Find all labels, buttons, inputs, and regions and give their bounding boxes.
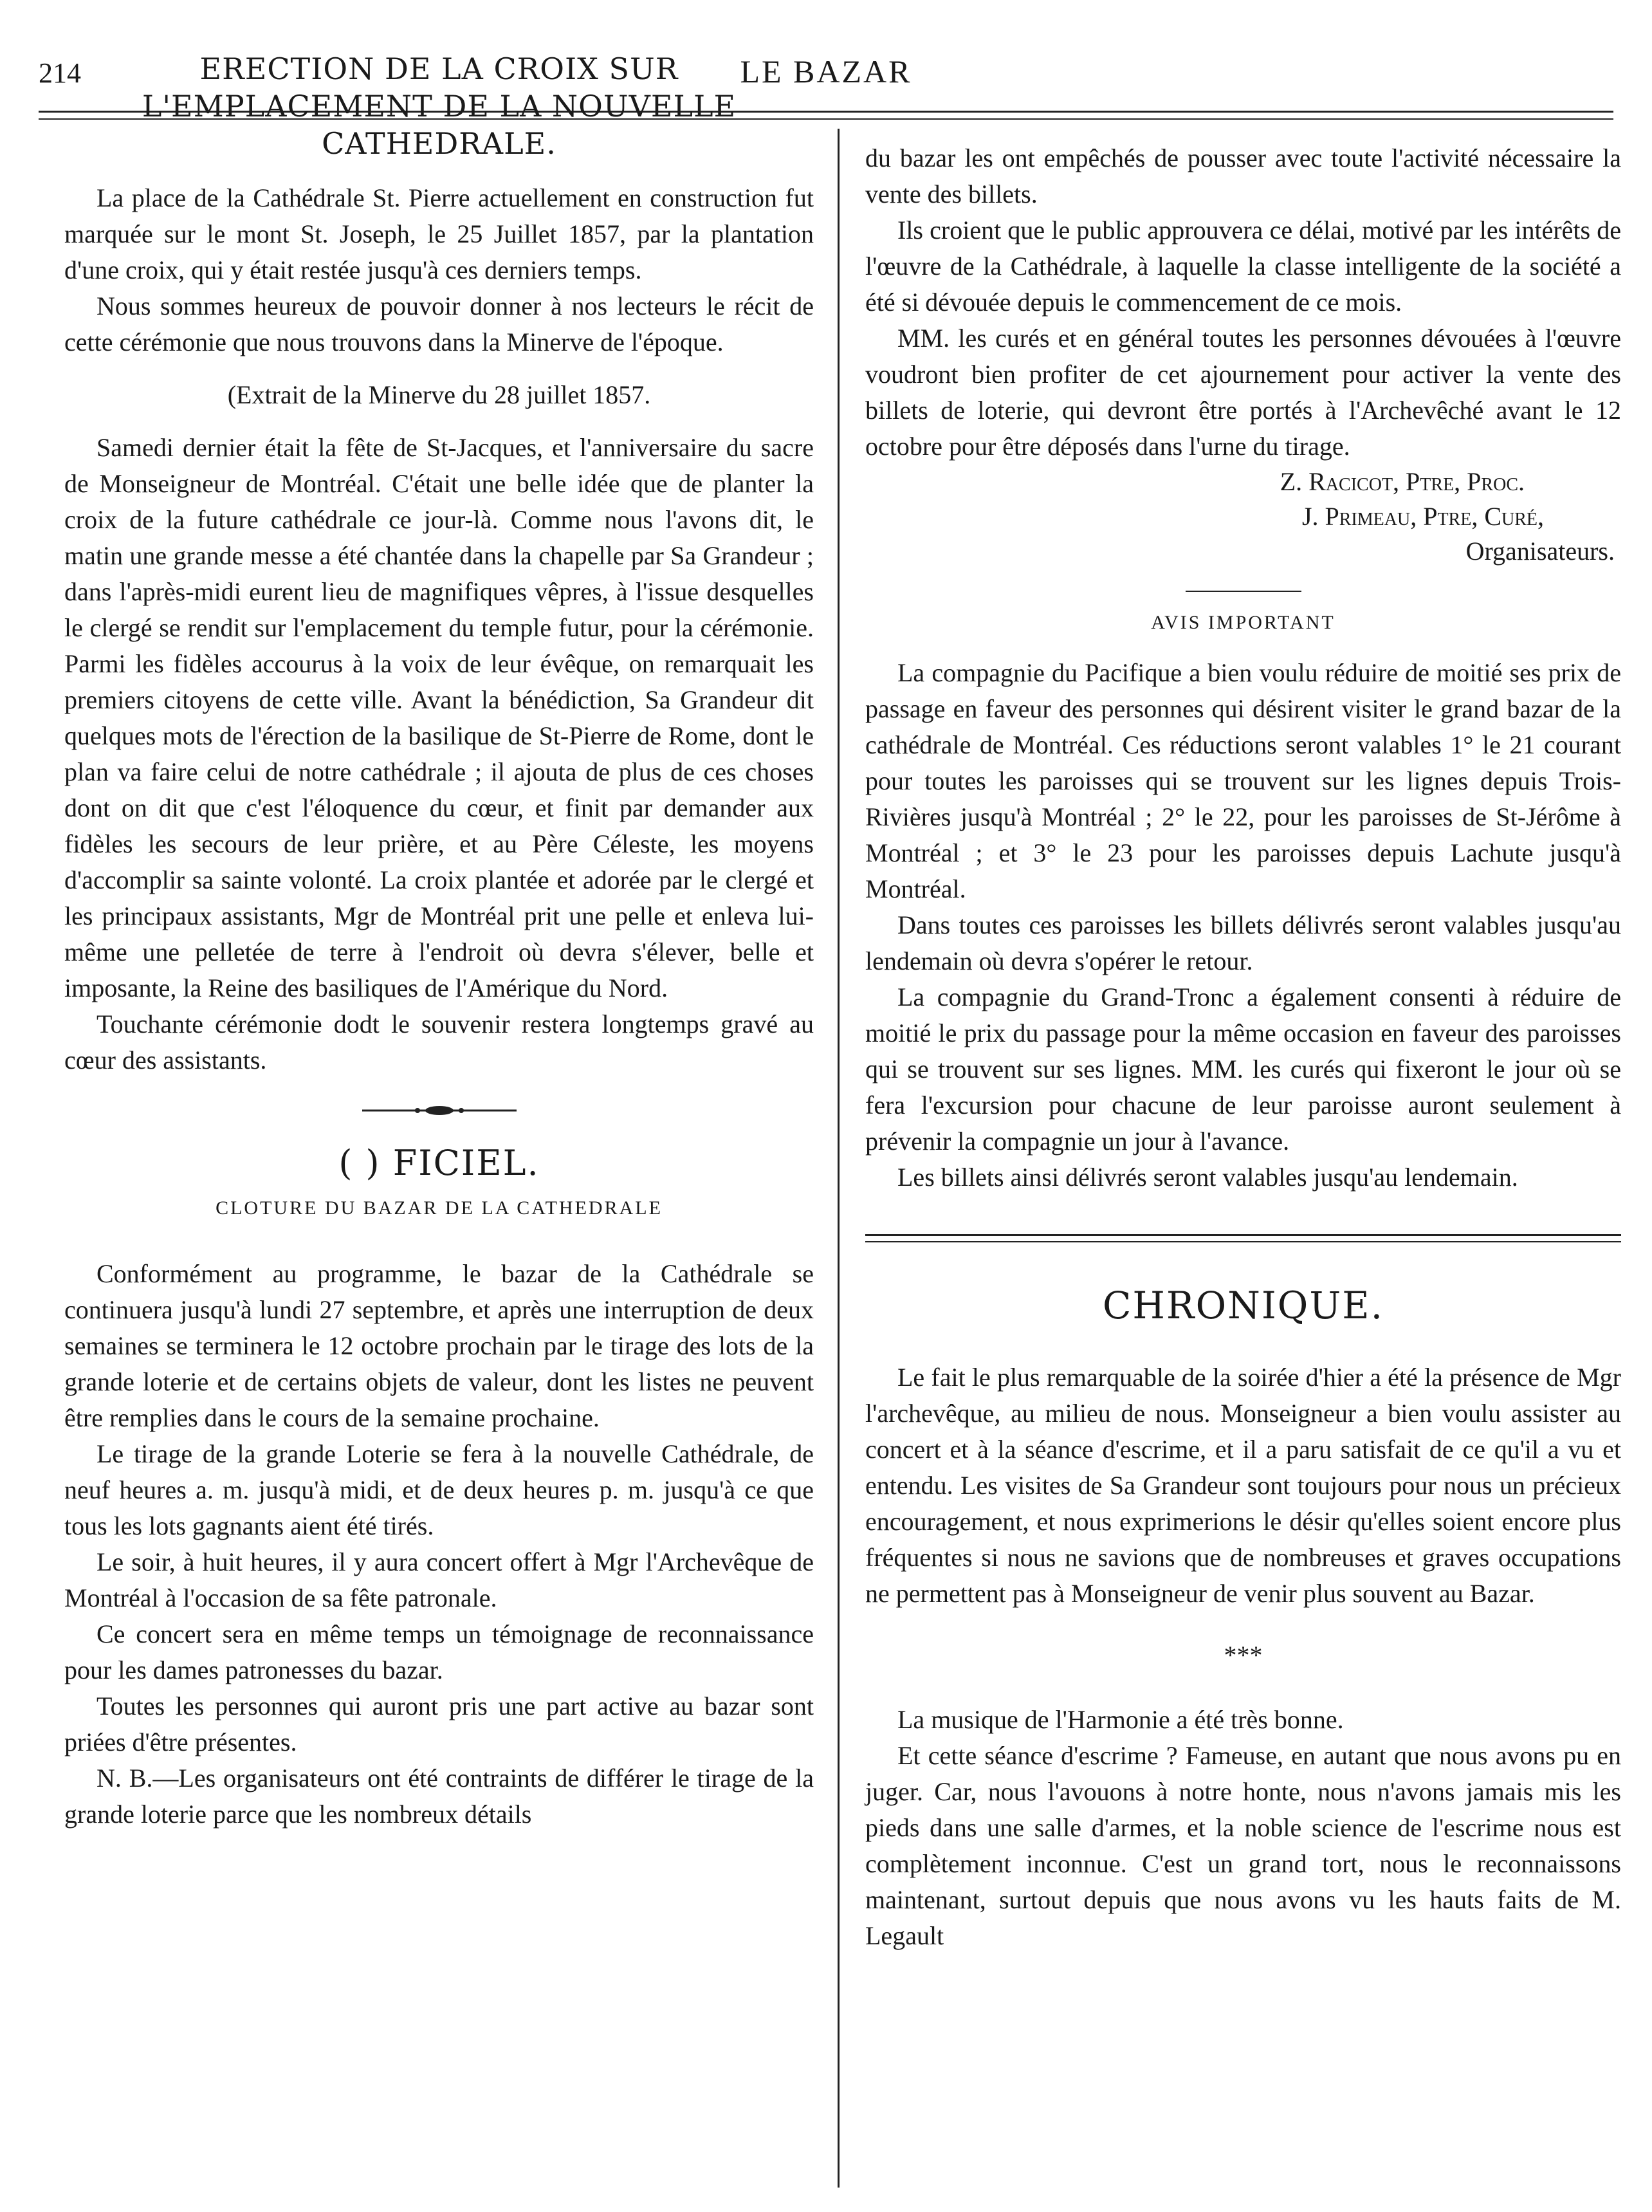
extract-note: (Extrait de la Minerve du 28 juillet 1857. — [227, 380, 651, 409]
section-double-rule — [865, 1234, 1621, 1242]
left-column — [64, 0, 814, 1832]
officiel-subtitle: CLOTURE DU BAZAR DE LA CATHEDRALE — [216, 1197, 663, 1219]
column-divider — [838, 129, 840, 2188]
asterism: *** — [1224, 1641, 1263, 1670]
page-number: 214 — [39, 57, 81, 89]
chronique-paragraph-1: Le fait le plus remarquable de la soirée d'hier a été la présence de Mgr l'archevêque, au milieu de nous. Monseigneur a bien voulu assister au concert et à la séance d'escrime, et il a paru satisfait de ce qu'il a vu et entendu. Les visites de Sa Grandeur sont toujours pour nous un précieux encouragement, et nous exprimerions le désir qu'elles soient encore plus fréquentes si nous ne savions que de nombreuses et graves occupations ne permettent pas à Monseigneur de venir plus souvent au Bazar. — [865, 1363, 1621, 1608]
officiel-paragraph-2: Le tirage de la grande Loterie se fera à la nouvelle Cathédrale, de neuf heures a. m. jusqu'à midi, et de deux heures p. m. jusqu'à ce que tous les lots gagnants aient été tirés. — [64, 1439, 814, 1540]
erection-paragraph-2: Nous sommes heureux de pouvoir donner à nos lecteurs le récit de cette cérémonie que nous trouvons dans la Minerve de l'époque. — [64, 291, 814, 356]
chronique-title: CHRONIQUE. — [1102, 1284, 1384, 1327]
officiel-paragraph-3: Le soir, à huit heures, il y aura concert offert à Mgr l'Archevêque de Montréal à l'occasion de sa fête patronale. — [64, 1547, 814, 1612]
officiel-article — [64, 1145, 814, 1832]
signature-organisateurs: Organisateurs. — [1465, 537, 1615, 566]
officiel-paragraph-1: Conformément au programme, le bazar de la Cathédrale se continuera jusqu'à lundi 27 septembre, et après une interruption de deux semaines se terminera le 12 octobre prochain par le tirage des lots de la grande loterie et de certains objets de valeur, dont les listes ne peuvent être remplies dans le cours de la semaine prochaine. — [64, 1259, 814, 1432]
erection-paragraph-3: Samedi dernier était la fête de St-Jacques, et l'anniversaire du sacre de Monseigneur de Montréal. C'était une belle idée que de planter la croix de la future cathédrale ce jour-là. Comme nous l'avons dit, le matin une grande messe a été chantée dans la chapelle par Sa Grandeur ; dans l'après-midi eurent lieu de magnifiques vêpres, à l'issue desquelles le clergé se rendit sur l'emplacement du temple futur, pour la cérémonie. Parmi les fidèles accourus à la voix de leur évêque, on remarquait les premiers citoyens de cette ville. Avant la bénédiction, Sa Grandeur dit quelques mots de l'érection de la basilique de St-Pierre de Rome, dont le plan va faire celui de notre cathédrale ; il ajouta de plus de ces choses dont on dit que c'est l'éloquence du cœur, et finit par demander aux fidèles les secours de leur prière, et au Père Céleste, les moyens d'accomplir sa sainte volonté. La croix plantée et adorée par le clergé et les principaux assistants, Mgr de Montréal prit une pelle et enleva lui-même une pelletée de terre à l'endroit où devra s'élever, belle et imposante, la Reine des basiliques de l'Amérique du Nord. — [64, 433, 814, 1002]
right-column — [865, 140, 1621, 1954]
erection-title: ERECTION DE LA CROIX SUR L'EMPLACEMENT DE LA NOUVELLE CATHEDRALE. — [142, 51, 737, 161]
continued-paragraph-1: du bazar les ont empêchés de pousser avec toute l'activité nécessaire la vente des billets. — [865, 143, 1621, 208]
officiel-paragraph-6: N. B.—Les organisateurs ont été contraints de différer le tirage de la grande loterie parce que les nombreux détails — [64, 1764, 814, 1829]
avis-paragraph-1: La compagnie du Pacifique a bien voulu réduire de moitié ses prix de passage en faveur des personnes qui désirent visiter le grand bazar de la cathédrale de Montréal. Ces réductions seront valables 1° le 21 courant pour toutes les paroisses qui se trouvent sur les lignes depuis Trois-Rivières jusqu'à Montréal ; 2° le 22, pour les paroisses de St-Jérôme à Montréal ; et 3° le 23 pour les paroisses depuis Lachute jusqu'à Montréal. — [865, 658, 1621, 903]
avis-paragraph-4: Les billets ainsi délivrés seront valables jusqu'au lendemain. — [897, 1163, 1518, 1192]
chronique-paragraph-2: La musique de l'Harmonie a été très bonne. — [897, 1705, 1344, 1734]
officiel-paragraph-5: Toutes les personnes qui auront pris une part active au bazar sont priées d'être présentes. — [64, 1691, 814, 1756]
avis-paragraph-2: Dans toutes ces paroisses les billets délivrés seront valables jusqu'au lendemain où devra s'opérer le retour. — [865, 910, 1621, 975]
chronique-paragraph-3: Et cette séance d'escrime ? Fameuse, en autant que nous avons pu en juger. Car, nous l'avouons à notre honte, nous n'avons jamais mis les pieds dans une salle d'armes, et la noble science de l'escrime nous est complètement inconnue. C'est un grand tort, nous le reconnaissons maintenant, surtout depuis que nous avons vu les hauts faits de M. Legault — [865, 1741, 1621, 1950]
continued-paragraph-3: MM. les curés et en général toutes les personnes dévouées à l'œuvre voudront bien profiter de cet ajournement pour activer la vente des billets de loterie, qui devront être portés à l'Archevêché avant le 12 octobre pour être déposés dans l'urne du tirage. — [865, 324, 1621, 461]
erection-paragraph-1: La place de la Cathédrale St. Pierre actuellement en construction fut marquée sur le mont St. Joseph, le 25 Juillet 1857, par la plantation d'une croix, qui y était restée jusqu'à ces derniers temps. — [64, 183, 814, 284]
ornament-divider — [362, 1104, 517, 1117]
officiel-title: ( ) FICIEL. — [338, 1143, 540, 1183]
continued-paragraph-2: Ils croient que le public approuvera ce délai, motivé par les intérêts de l'œuvre de la Cathédrale, à laquelle la classe intelligente de la société a été si dévouée depuis le commencement de ce mois. — [865, 216, 1621, 317]
officiel-paragraph-4: Ce concert sera en même temps un témoignage de reconnaissance pour les dames patronesses du bazar. — [64, 1619, 814, 1684]
avis-paragraph-3: La compagnie du Grand-Tronc a également consenti à réduire de moitié le prix du passage pour la même occasion en faveur des paroisses qui se trouvent sur ses lignes. MM. les curés qui fixeront le jour où se fera l'excursion pour chacune de leur paroisse auront seulement à prévenir la compagnie un jour à l'avance. — [865, 982, 1621, 1156]
signature-racicot: Z. Racicot, Ptre, Proc. — [1280, 467, 1525, 496]
erection-paragraph-4: Touchante cérémonie dodt le souvenir restera longtemps gravé au cœur des assistants. — [64, 1009, 814, 1074]
avis-title: AVIS IMPORTANT — [1151, 612, 1335, 633]
signature-primeau: J. Primeau, Ptre, Curé, — [1301, 502, 1544, 531]
erection-article — [64, 0, 814, 1078]
running-head: LE BAZAR — [740, 53, 912, 89]
